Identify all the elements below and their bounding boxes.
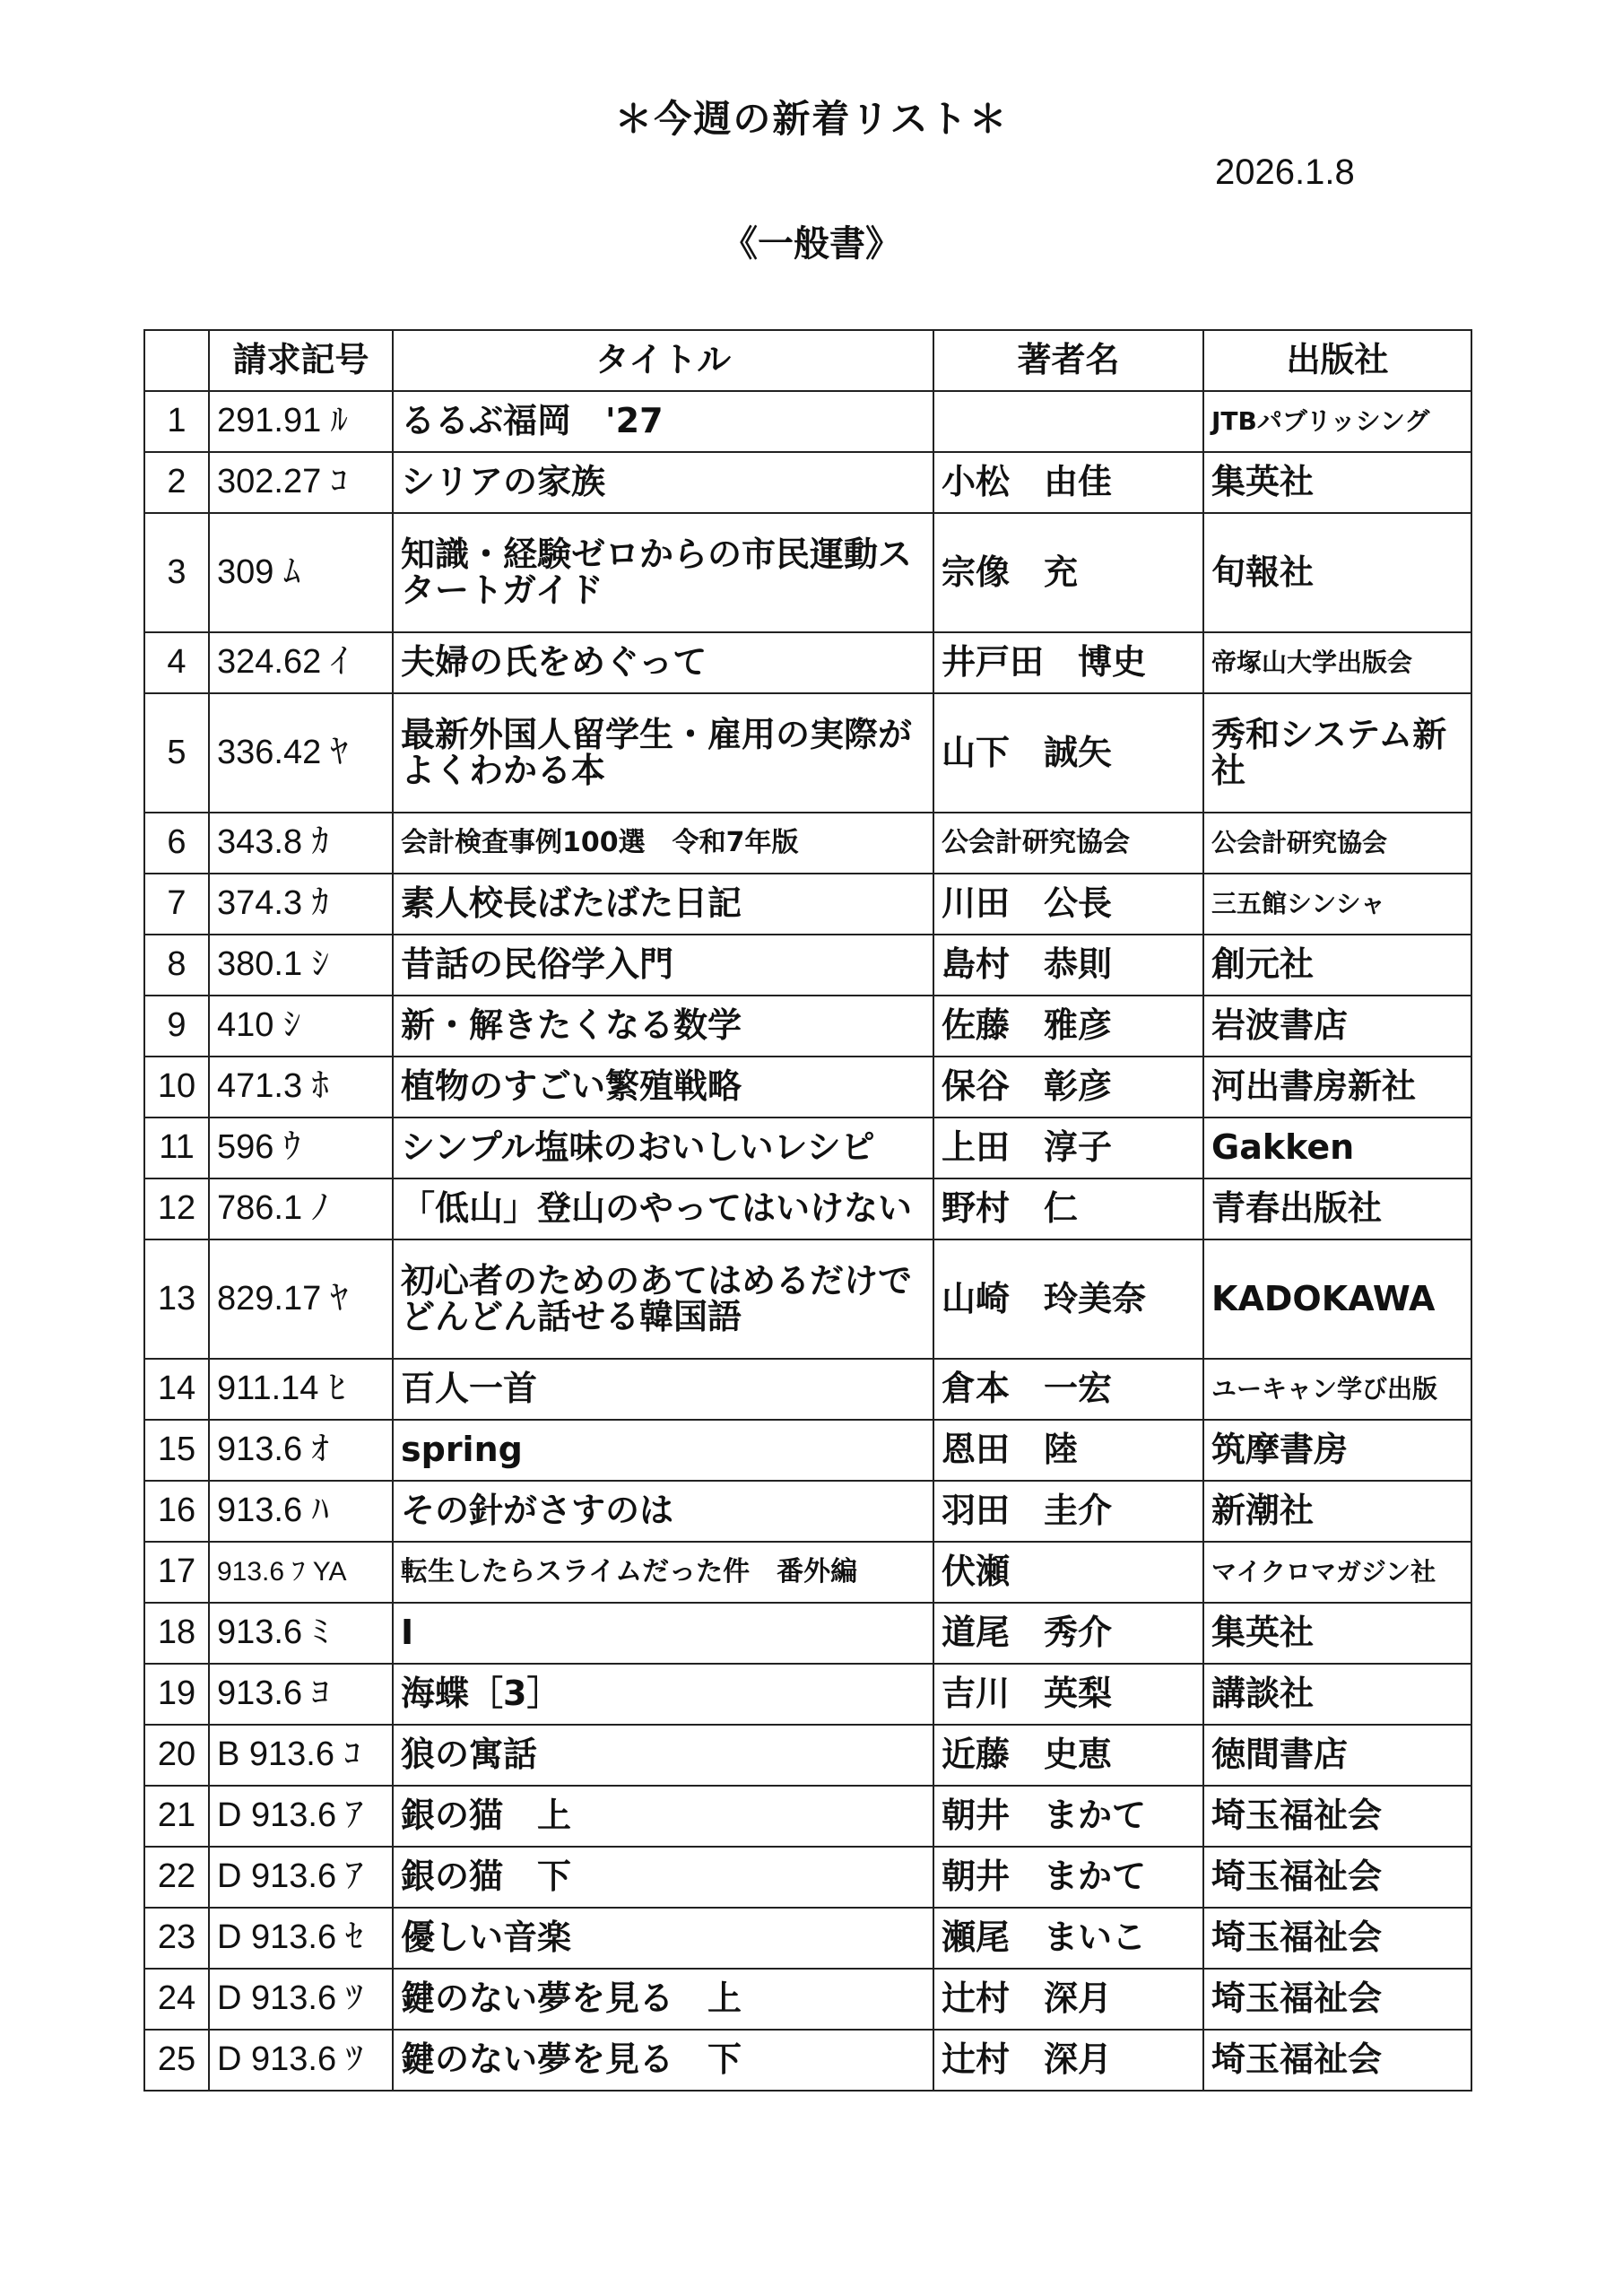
call-number: B 913.6 ｺ — [209, 1725, 393, 1786]
book-publisher: 筑摩書房 — [1203, 1420, 1471, 1481]
list-date: 2026.1.8 — [1215, 152, 1355, 192]
book-title: その針がさすのは — [393, 1481, 933, 1542]
row-number: 6 — [144, 813, 209, 874]
table-row — [144, 1481, 1471, 1542]
table-row — [144, 1239, 1471, 1359]
call-number: 913.6 ﾌ YA — [209, 1542, 393, 1603]
book-title: 銀の猫 上 — [393, 1786, 933, 1847]
table-row — [144, 1118, 1471, 1178]
call-number: 913.6 ﾊ — [209, 1481, 393, 1542]
book-author: 野村 仁 — [933, 1178, 1203, 1239]
book-author: 朝井 まかて — [933, 1847, 1203, 1908]
call-number: 786.1 ﾉ — [209, 1178, 393, 1239]
book-publisher: Gakken — [1203, 1118, 1471, 1178]
book-title: 昔話の民俗学入門 — [393, 935, 933, 996]
book-title: 植物のすごい繁殖戦略 — [393, 1057, 933, 1118]
book-publisher: 秀和システム新社 — [1203, 693, 1471, 813]
book-title: 狼の寓話 — [393, 1725, 933, 1786]
column-header-publisher: 出版社 — [1203, 330, 1471, 391]
call-number: 829.17 ﾔ — [209, 1239, 393, 1359]
book-title: 最新外国人留学生・雇用の実際がよくわかる本 — [393, 693, 933, 813]
book-title: 夫婦の氏をめぐって — [393, 632, 933, 693]
new-books-table — [143, 329, 1472, 2092]
row-number: 14 — [144, 1359, 209, 1420]
book-title: るるぶ福岡 '27 — [393, 391, 933, 452]
book-publisher: 埼玉福祉会 — [1203, 1969, 1471, 2030]
book-publisher: 集英社 — [1203, 1603, 1471, 1664]
row-number: 18 — [144, 1603, 209, 1664]
book-title: 「低山」登山のやってはいけない — [393, 1178, 933, 1239]
book-author: 朝井 まかて — [933, 1786, 1203, 1847]
row-number: 21 — [144, 1786, 209, 1847]
book-publisher: 講談社 — [1203, 1664, 1471, 1725]
table-row — [144, 1847, 1471, 1908]
book-publisher: 徳間書店 — [1203, 1725, 1471, 1786]
section-heading: 《一般書》 — [722, 223, 901, 265]
book-author: 辻村 深月 — [933, 2030, 1203, 2091]
table-row — [144, 2030, 1471, 2091]
table-row — [144, 935, 1471, 996]
book-publisher: 埼玉福祉会 — [1203, 1908, 1471, 1969]
table-row — [144, 1359, 1471, 1420]
row-number: 13 — [144, 1239, 209, 1359]
book-title: 素人校長ばたばた日記 — [393, 874, 933, 935]
row-number: 22 — [144, 1847, 209, 1908]
row-number: 8 — [144, 935, 209, 996]
row-number: 17 — [144, 1542, 209, 1603]
book-author: 羽田 圭介 — [933, 1481, 1203, 1542]
table-row — [144, 1420, 1471, 1481]
book-title: シリアの家族 — [393, 452, 933, 513]
book-publisher: 埼玉福祉会 — [1203, 2030, 1471, 2091]
column-header-title: タイトル — [393, 330, 933, 391]
row-number: 20 — [144, 1725, 209, 1786]
call-number: 291.91 ﾙ — [209, 391, 393, 452]
call-number: 410 ｼ — [209, 996, 393, 1057]
book-author: 宗像 充 — [933, 513, 1203, 632]
book-publisher: KADOKAWA — [1203, 1239, 1471, 1359]
table-row — [144, 632, 1471, 693]
call-number: 471.3 ﾎ — [209, 1057, 393, 1118]
table-header-row — [144, 330, 1471, 391]
row-number: 25 — [144, 2030, 209, 2091]
table-row — [144, 1664, 1471, 1725]
book-author: 川田 公長 — [933, 874, 1203, 935]
table-row — [144, 996, 1471, 1057]
book-publisher: 集英社 — [1203, 452, 1471, 513]
call-number: D 913.6 ｱ — [209, 1847, 393, 1908]
book-title: 初心者のためのあてはめるだけでどんどん話せる韓国語 — [393, 1239, 933, 1359]
call-number: 302.27 ｺ — [209, 452, 393, 513]
book-publisher: 新潮社 — [1203, 1481, 1471, 1542]
book-publisher: マイクロマガジン社 — [1203, 1542, 1471, 1603]
row-number: 12 — [144, 1178, 209, 1239]
book-publisher: 河出書房新社 — [1203, 1057, 1471, 1118]
call-number: 913.6 ﾖ — [209, 1664, 393, 1725]
book-author — [933, 391, 1203, 452]
table-row — [144, 1969, 1471, 2030]
row-number: 4 — [144, 632, 209, 693]
row-number: 15 — [144, 1420, 209, 1481]
row-number: 9 — [144, 996, 209, 1057]
book-publisher: JTBパブリッシング — [1203, 391, 1471, 452]
table-row — [144, 391, 1471, 452]
book-author: 恩田 陸 — [933, 1420, 1203, 1481]
column-header-author: 著者名 — [933, 330, 1203, 391]
table-row — [144, 1908, 1471, 1969]
call-number: 596 ｳ — [209, 1118, 393, 1178]
table-row — [144, 452, 1471, 513]
book-title: シンプル塩味のおいしいレシピ — [393, 1118, 933, 1178]
table-row — [144, 1542, 1471, 1603]
table-row — [144, 693, 1471, 813]
table-row — [144, 1603, 1471, 1664]
book-publisher: ユーキャン学び出版 — [1203, 1359, 1471, 1420]
table-body — [144, 391, 1471, 2091]
book-publisher: 埼玉福祉会 — [1203, 1786, 1471, 1847]
call-number: D 913.6 ﾂ — [209, 1969, 393, 2030]
book-title: 新・解きたくなる数学 — [393, 996, 933, 1057]
book-publisher: 創元社 — [1203, 935, 1471, 996]
book-author: 山崎 玲美奈 — [933, 1239, 1203, 1359]
book-title: 転生したらスライムだった件 番外編 — [393, 1542, 933, 1603]
book-author: 島村 恭則 — [933, 935, 1203, 996]
book-publisher: 三五館シンシャ — [1203, 874, 1471, 935]
book-author: 瀬尾 まいこ — [933, 1908, 1203, 1969]
book-author: 伏瀬 — [933, 1542, 1203, 1603]
book-author: 保谷 彰彦 — [933, 1057, 1203, 1118]
book-author: 公会計研究協会 — [933, 813, 1203, 874]
book-title: 優しい音楽 — [393, 1908, 933, 1969]
page-title: ＊今週の新着リスト＊ — [614, 97, 1009, 141]
table-row — [144, 1178, 1471, 1239]
row-number: 11 — [144, 1118, 209, 1178]
book-title: 百人一首 — [393, 1359, 933, 1420]
column-header-number — [144, 330, 209, 391]
book-title: 鍵のない夢を見る 上 — [393, 1969, 933, 2030]
row-number: 16 — [144, 1481, 209, 1542]
book-author: 道尾 秀介 — [933, 1603, 1203, 1664]
book-publisher: 帝塚山大学出版会 — [1203, 632, 1471, 693]
book-author: 上田 淳子 — [933, 1118, 1203, 1178]
call-number: D 913.6 ｱ — [209, 1786, 393, 1847]
book-publisher: 岩波書店 — [1203, 996, 1471, 1057]
call-number: 343.8 ｶ — [209, 813, 393, 874]
book-title: 海蝶［3］ — [393, 1664, 933, 1725]
table-row — [144, 813, 1471, 874]
row-number: 5 — [144, 693, 209, 813]
book-author: 山下 誠矢 — [933, 693, 1203, 813]
row-number: 19 — [144, 1664, 209, 1725]
call-number: D 913.6 ｾ — [209, 1908, 393, 1969]
call-number: 380.1 ｼ — [209, 935, 393, 996]
row-number: 10 — [144, 1057, 209, 1118]
book-publisher: 旬報社 — [1203, 513, 1471, 632]
column-header-call-number: 請求記号 — [209, 330, 393, 391]
book-publisher: 公会計研究協会 — [1203, 813, 1471, 874]
book-publisher: 埼玉福祉会 — [1203, 1847, 1471, 1908]
book-title: 会計検査事例100選 令和7年版 — [393, 813, 933, 874]
call-number: D 913.6 ﾂ — [209, 2030, 393, 2091]
table-row — [144, 1786, 1471, 1847]
table-row — [144, 874, 1471, 935]
table-row — [144, 513, 1471, 632]
book-author: 小松 由佳 — [933, 452, 1203, 513]
call-number: 374.3 ｶ — [209, 874, 393, 935]
call-number: 913.6 ｵ — [209, 1420, 393, 1481]
row-number: 2 — [144, 452, 209, 513]
table-row — [144, 1057, 1471, 1118]
call-number: 911.14 ﾋ — [209, 1359, 393, 1420]
book-author: 佐藤 雅彦 — [933, 996, 1203, 1057]
table-row — [144, 1725, 1471, 1786]
book-publisher: 青春出版社 — [1203, 1178, 1471, 1239]
book-title: 鍵のない夢を見る 下 — [393, 2030, 933, 2091]
call-number: 309 ﾑ — [209, 513, 393, 632]
book-title: 知識・経験ゼロからの市民運動スタートガイド — [393, 513, 933, 632]
row-number: 7 — [144, 874, 209, 935]
book-author: 井戸田 博史 — [933, 632, 1203, 693]
book-title: 銀の猫 下 — [393, 1847, 933, 1908]
book-author: 近藤 史恵 — [933, 1725, 1203, 1786]
call-number: 336.42 ﾔ — [209, 693, 393, 813]
row-number: 3 — [144, 513, 209, 632]
book-title: spring — [393, 1420, 933, 1481]
row-number: 23 — [144, 1908, 209, 1969]
row-number: 24 — [144, 1969, 209, 2030]
book-author: 倉本 一宏 — [933, 1359, 1203, 1420]
book-title: I — [393, 1603, 933, 1664]
row-number: 1 — [144, 391, 209, 452]
book-author: 辻村 深月 — [933, 1969, 1203, 2030]
call-number: 913.6 ﾐ — [209, 1603, 393, 1664]
call-number: 324.62 ｲ — [209, 632, 393, 693]
book-author: 吉川 英梨 — [933, 1664, 1203, 1725]
